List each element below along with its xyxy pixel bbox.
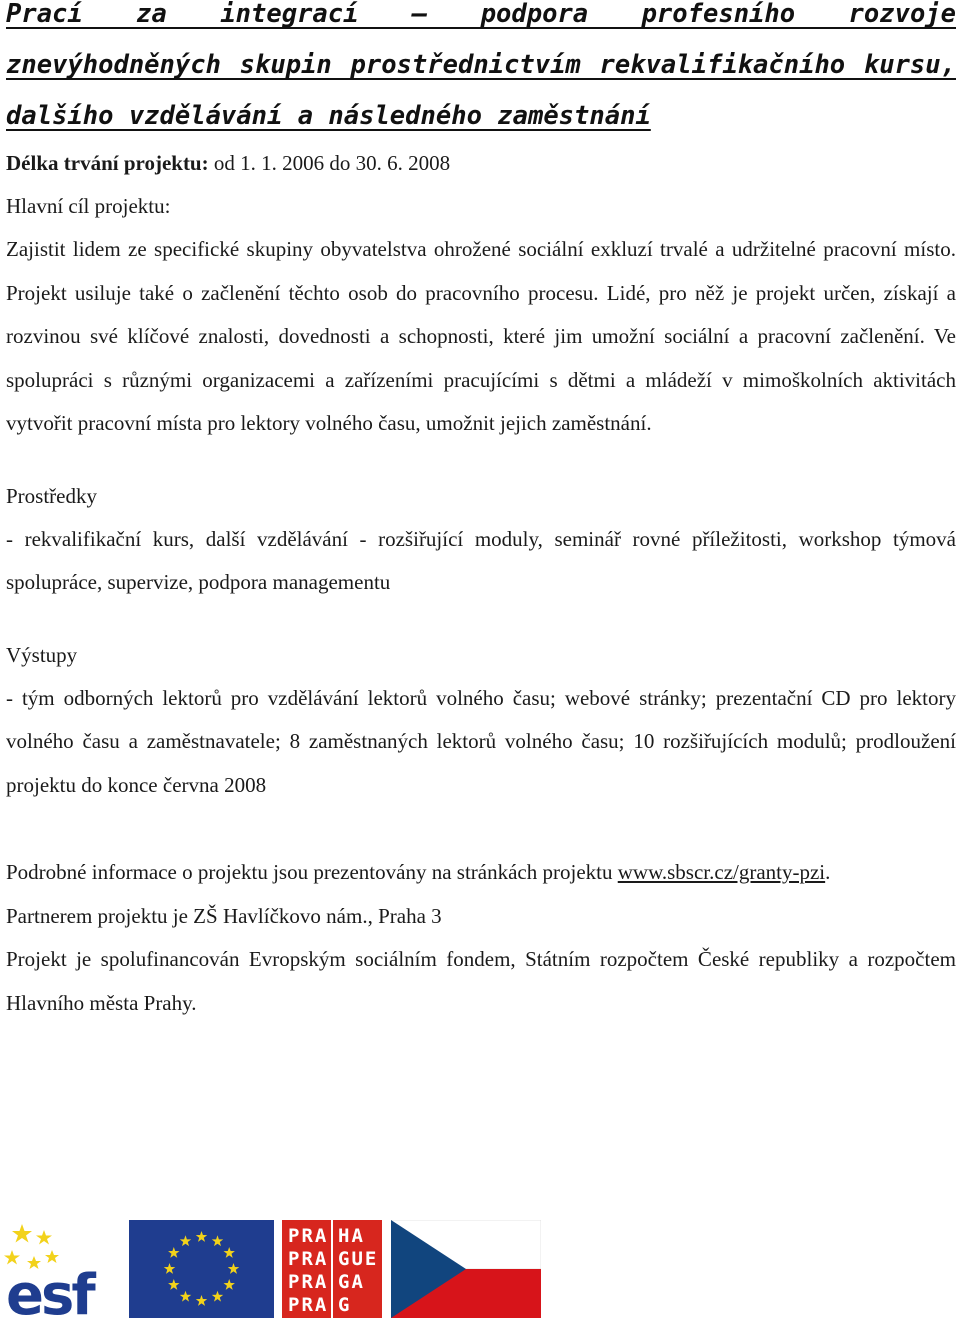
duration-value: od 1. 1. 2006 do 30. 6. 2008	[208, 151, 451, 175]
prague-row-1-left: PRA	[288, 1225, 329, 1247]
document-title: Prací za integrací – podpora profesního rozvoje znevýhodněných skupin prostřednictvím rekvalifikačního kursu, dalšího vzdělávání a následného zaměstnání	[6, 0, 956, 131]
info-paragraph	[6, 851, 956, 895]
czech-flag	[391, 1220, 541, 1318]
outputs-text: - tým odborných lektorů pro vzdělávání lektorů volného času; webové stránky; prezentační CD pro lektory volného času a zaměstnavatele; 8 zaměstnaných lektorů volného času; 10 rozšiřujících modulů; prodloužení projektu do konce června 2008	[6, 685, 956, 797]
prague-row-2-left: PRA	[288, 1248, 329, 1270]
outputs-heading: Výstupy	[6, 642, 78, 667]
prague-logo	[282, 1220, 382, 1318]
prague-row-4-right: G	[338, 1294, 352, 1316]
prague-row-3-left: PRA	[288, 1271, 329, 1293]
logo-strip	[4, 1220, 544, 1320]
info-text: Podrobné informace o projektu jsou prezentovány na stránkách projektu	[6, 860, 618, 884]
prague-row-4-left: PRA	[288, 1294, 329, 1316]
main-goal-text: Zajistit lidem ze specifické skupiny obyvatelstva ohrožené sociální exkluzí trvalé a udržitelné pracovní místo. Projekt usiluje také o začlenění těchto osob do pracovního procesu. Lidé, pro něž je projekt určen, získají a rozvinou své klíčové znalosti, dovednosti a schopnosti, které jim umožní sociální a pracovní začlenění. Ve spolupráci s různými organizacemi a zařízeními pracujícími s dětmi a mládeží v mimoškolních aktivitách vytvořit pracovní místa pro lektory volného času, umožnit jejich zaměstnání.	[6, 237, 956, 435]
means-heading: Prostředky	[6, 483, 97, 508]
document-page	[6, 0, 956, 1025]
duration-label: Délka trvání projektu:	[6, 151, 209, 175]
eu-flag	[129, 1220, 274, 1318]
info-after-link: .	[825, 860, 831, 884]
duration-line	[6, 142, 956, 185]
prague-row-3-right: GA	[338, 1271, 365, 1293]
project-website-link[interactable]: www.sbscr.cz/granty-pzi	[617, 860, 826, 884]
esf-logo-text: esf	[6, 1263, 93, 1318]
funding-text: Projekt je spolufinancován Evropským sociálním fondem, Státním rozpočtem České republiky a rozpočtem Hlavního města Prahy.	[6, 947, 956, 1015]
partner-text: Partnerem projektu je ZŠ Havlíčkovo nám., Praha 3	[6, 903, 442, 928]
prague-row-1-right: HA	[338, 1225, 365, 1247]
main-goal-heading: Hlavní cíl projektu:	[6, 194, 171, 218]
esf-logo	[4, 1220, 119, 1318]
prague-row-2-right: GUE	[338, 1248, 379, 1270]
means-text: - rekvalifikační kurs, další vzdělávání - rozšiřující moduly, seminář rovné příležitosti, workshop týmová spolupráce, supervize, podpora managementu	[6, 526, 956, 594]
